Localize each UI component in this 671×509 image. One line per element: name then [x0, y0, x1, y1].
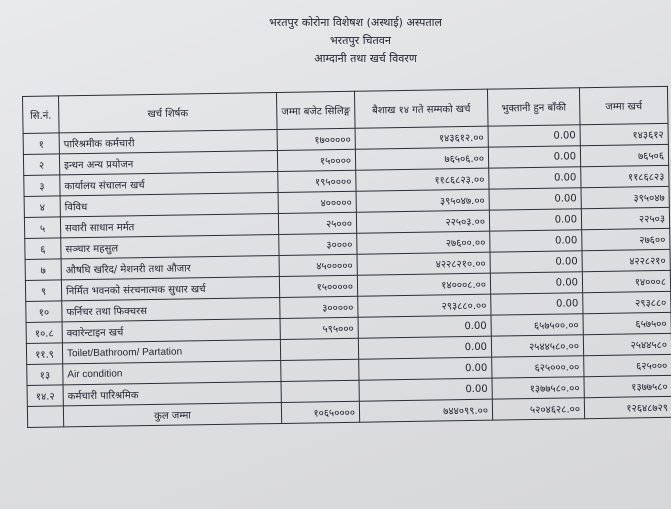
row-budget: १७०००००	[277, 128, 355, 150]
row-pending: १३७७५८०.००	[492, 377, 584, 399]
row-budget	[281, 359, 359, 381]
row-budget	[280, 338, 358, 360]
hospital-title: भरतपुर कोरोना विशेषश (अस्थाई) अस्पताल	[269, 16, 442, 29]
row-serial: २	[23, 154, 59, 176]
row-expense-head: क्वारेन्टाइन खर्च	[62, 318, 280, 342]
row-total: ३९५०४७	[581, 186, 669, 208]
row-expense-head: फर्निचर तथा फिक्चरस	[62, 297, 280, 321]
row-spent: २९३८८०.००	[358, 294, 491, 317]
row-pending: 0.00	[490, 251, 582, 273]
row-pending: 0.00	[490, 230, 582, 252]
row-pending: २५४४५८०.००	[491, 335, 583, 357]
row-total: २९३८८०	[583, 291, 671, 313]
row-total: १३७७५८०	[584, 375, 671, 397]
row-budget: १९५००००	[278, 170, 356, 192]
row-serial: १३	[27, 364, 63, 386]
row-pending: 0.00	[488, 125, 580, 147]
row-serial: ४	[24, 196, 60, 218]
row-spent: 0.00	[358, 315, 491, 338]
row-total: ६५७५००	[583, 312, 671, 334]
row-total: १४३६१२	[580, 123, 668, 145]
row-expense-head: कर्मचारी पारिश्रमिक	[63, 381, 281, 405]
row-serial: १	[23, 133, 59, 155]
row-spent: २२५०३.००	[356, 210, 489, 233]
row-total: २७६००	[582, 228, 670, 250]
row-serial: १४.२	[27, 385, 63, 407]
row-serial: ६	[25, 238, 61, 260]
row-budget: ५९५०००	[280, 317, 358, 339]
table-body	[23, 123, 671, 406]
row-budget: ३००००	[279, 233, 357, 255]
row-spent: ७६५०६.००	[355, 147, 488, 170]
row-budget: २५०००	[278, 212, 356, 234]
total-pending: ५२०४६२८.००	[492, 398, 584, 420]
row-budget: ४५०००००	[279, 254, 357, 276]
row-expense-head: विविध	[60, 192, 278, 216]
row-pending: ६२५०००.००	[492, 356, 584, 378]
row-spent: ११८६८२३.००	[356, 168, 489, 191]
row-serial: ९	[25, 280, 61, 302]
row-pending: 0.00	[489, 188, 581, 210]
row-budget: १५०००००	[279, 275, 357, 297]
row-expense-head: पारिश्रमीक कर्मचारी	[59, 129, 277, 153]
row-serial: ५	[24, 217, 60, 239]
row-spent: १४०००८.००	[357, 273, 490, 296]
row-pending: 0.00	[488, 146, 580, 168]
location-subtitle: भरतपुर चितवन	[329, 34, 392, 47]
col-header-pending: भुक्तानी हुन बाँकी	[487, 88, 580, 126]
row-pending: 0.00	[489, 209, 581, 231]
row-pending: 0.00	[489, 167, 581, 189]
row-total: २५४४५८०	[583, 333, 671, 355]
row-serial: १०.८	[26, 322, 62, 344]
total-grand: १२६४८७२९	[584, 396, 671, 418]
row-budget: ३०००००	[280, 296, 358, 318]
total-row-serial	[27, 406, 63, 428]
row-pending: 0.00	[491, 293, 583, 315]
row-expense-head: इन्धन अन्य प्रयोजन	[59, 150, 277, 174]
row-serial: ३	[24, 175, 60, 197]
expense-table	[22, 86, 671, 428]
row-expense-head: निर्मित भवनको संरचनात्मक सुधार खर्च	[61, 276, 279, 300]
total-label: कुल जम्मा	[63, 402, 281, 426]
row-pending: 0.00	[490, 272, 582, 294]
row-spent: 0.00	[359, 378, 492, 401]
row-total: ४२२८२१०	[582, 249, 670, 271]
row-expense-head: कार्यालय संचालन खर्च	[60, 171, 278, 195]
col-header-expense-head: खर्च शिर्षक	[59, 93, 278, 133]
row-spent: 0.00	[358, 336, 491, 359]
row-spent: 0.00	[359, 357, 492, 380]
row-expense-head: Toilet/Bathroom/ Partation	[62, 339, 280, 363]
row-expense-head: सञ्चार महसुल	[61, 234, 279, 258]
row-budget: १५००००	[277, 149, 355, 171]
row-serial: १०	[26, 301, 62, 323]
row-expense-head: औषधि खरिद/ मेशनरी तथा औजार	[61, 255, 279, 279]
col-header-total: जम्मा खर्च	[579, 86, 668, 124]
row-total: ७६५०६	[580, 144, 668, 166]
total-spent: ७४४०९९.००	[359, 399, 492, 422]
row-total: ६२५०००	[584, 354, 671, 376]
row-pending: ६५७५००.००	[491, 314, 583, 336]
total-budget: १०६५००००	[281, 401, 359, 423]
row-spent: १४३६१२.००	[355, 126, 488, 149]
row-expense-head: सवारी साधान मर्मत	[60, 213, 278, 237]
col-header-budget: जम्मा बजेट सिलिङ्ग	[276, 91, 355, 129]
document-header	[0, 14, 671, 68]
row-expense-head: Air condition	[63, 360, 281, 384]
row-spent: ४२२८२१०.००	[357, 252, 490, 275]
row-budget: ४०००००	[278, 191, 356, 213]
row-budget	[281, 380, 359, 402]
row-serial: ११.९	[26, 343, 62, 365]
row-total: १४०००८	[582, 270, 670, 292]
row-total: ११८६८२३	[581, 165, 669, 187]
row-spent: २७६००.००	[357, 231, 490, 254]
statement-caption: आम्दानी तथा खर्च विवरण	[314, 52, 417, 65]
row-total: २२५०३	[581, 207, 669, 229]
col-header-spent: बैशाख १४ गते सम्मको खर्च	[354, 89, 488, 128]
row-serial: ७	[25, 259, 61, 281]
row-spent: ३९५०४७.००	[356, 189, 489, 212]
col-header-serial: सि.नं.	[23, 96, 60, 134]
